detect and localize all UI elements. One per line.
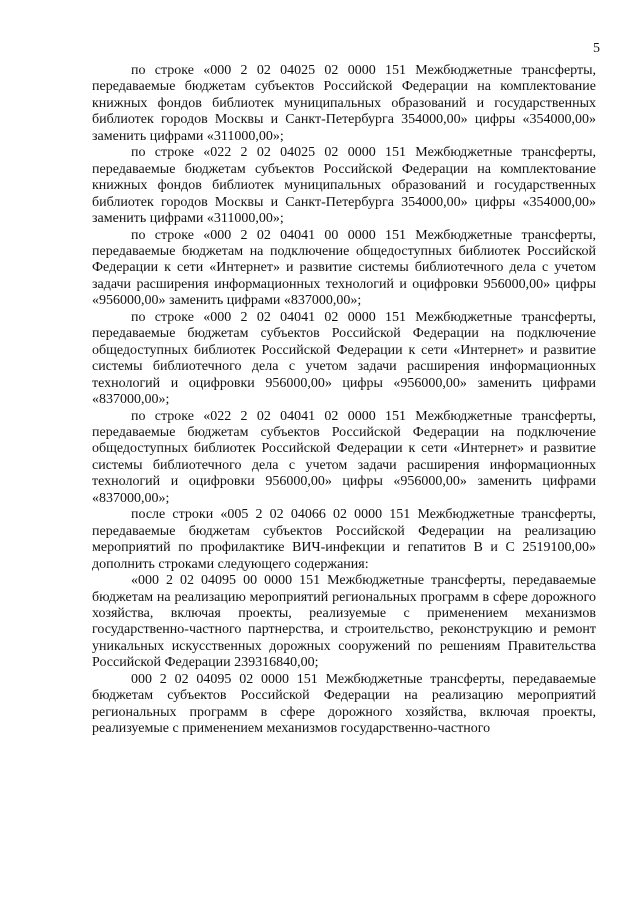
paragraph-insertion-intro: после строки «005 2 02 04066 02 0000 151 Межбюджетные трансферты, передаваемые бюджетам субъектов Российской Федерации на реализацию мероприятий по профилактике ВИЧ-инфекции и гепатитов В и С 2519100,00» дополнить строками следующего содержания: xyxy=(92,507,596,572)
paragraph-amendment-1: по строке «000 2 02 04025 02 0000 151 Межбюджетные трансферты, передаваемые бюджетам субъектов Российской Федерации на комплектование книжных фондов библиотек муниципальных образований и государственных библиотек городов Москвы и Санкт-Петербурга 354000,00» цифры «354000,00» заменить цифрами «311000,00»; xyxy=(92,63,596,144)
page-number: 5 xyxy=(593,41,600,56)
paragraph-amendment-4: по строке «000 2 02 04041 02 0000 151 Межбюджетные трансферты, передаваемые бюджетам субъектов Российской Федерации на подключение общедоступных библиотек Российской Федерации к сети «Интернет» и развитие системы библиотечного дела с учетом задачи расширения информационных технологий и оцифровки 956000,00» цифры «956000,00» заменить цифрами «837000,00»; xyxy=(92,309,596,408)
paragraph-inserted-line-1: «000 2 02 04095 00 0000 151 Межбюджетные трансферты, передаваемые бюджетам на реализацию мероприятий региональных программ в сфере дорожного хозяйства, включая проекты, реализуемые с применением механизмов государственно-частного партнерства, и строительство, реконструкцию и ремонт уникальных искусственных дорожных сооружений по решениям Правительства Российской Федерации 239316840,00; xyxy=(92,573,596,671)
paragraph-amendment-5: по строке «022 2 02 04041 02 0000 151 Межбюджетные трансферты, передаваемые бюджетам субъектов Российской Федерации на подключение общедоступных библиотек Российской Федерации к сети «Интернет» и развитие системы библиотечного дела с учетом задачи расширения информационных технологий и оцифровки 956000,00» цифры «956000,00» заменить цифрами «837000,00»; xyxy=(92,408,596,506)
paragraph-amendment-3: по строке «000 2 02 04041 00 0000 151 Межбюджетные трансферты, передаваемые бюджетам на подключение общедоступных библиотек Российской Федерации к сети «Интернет» и развитие системы библиотечного дела с учетом задачи расширения информационных технологий и оцифровки 956000,00» цифры «956000,00» заменить цифрами «837000,00»; xyxy=(92,227,596,309)
paragraph-amendment-2: по строке «022 2 02 04025 02 0000 151 Межбюджетные трансферты, передаваемые бюджетам субъектов Российской Федерации на комплектование книжных фондов библиотек муниципальных образований и государственных библиотек городов Москвы и Санкт-Петербурга 354000,00» цифры «354000,00» заменить цифрами «311000,00»; xyxy=(92,145,596,227)
document-body xyxy=(92,63,596,738)
paragraph-inserted-line-2: 000 2 02 04095 02 0000 151 Межбюджетные трансферты, передаваемые бюджетам субъектов Российской Федерации на реализацию мероприятий региональных программ в сфере дорожного хозяйства, включая проекты, реализуемые с применением механизмов государственно-частного xyxy=(92,671,596,737)
